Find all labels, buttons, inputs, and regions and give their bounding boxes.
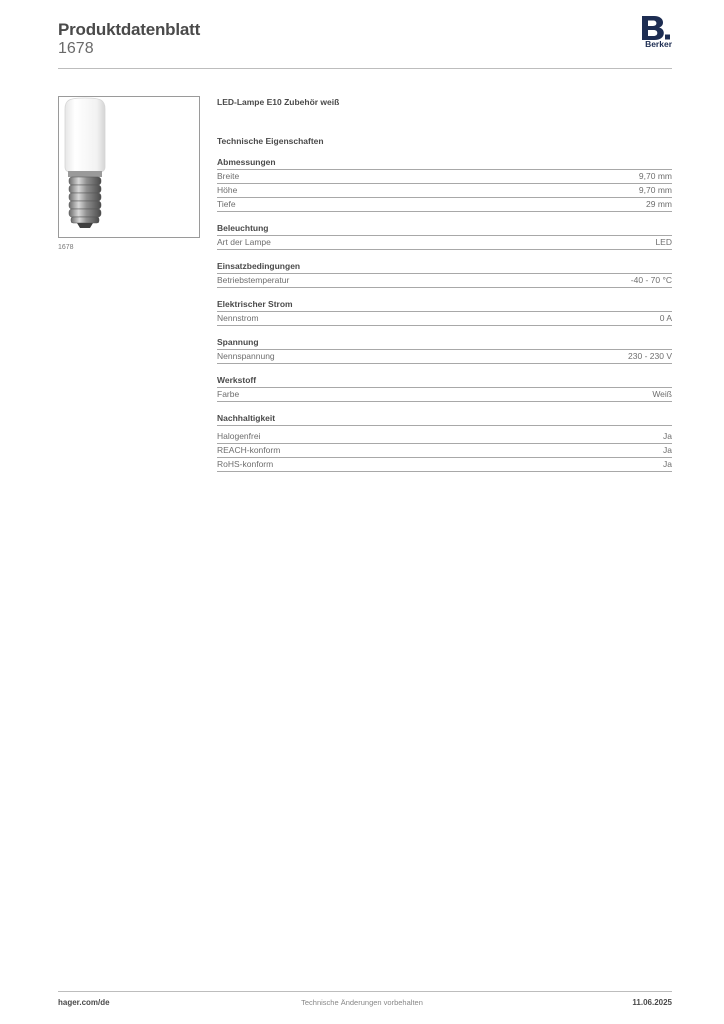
- article-number: 1678: [58, 40, 94, 57]
- spec-row: [217, 170, 672, 184]
- header-divider: [58, 68, 672, 69]
- spec-label: Nennstrom: [217, 313, 259, 323]
- led-lamp-icon: [59, 97, 199, 237]
- spec-label: Breite: [217, 171, 240, 181]
- logo-text: Berker: [645, 39, 672, 49]
- spec-label: Nennspannung: [217, 351, 275, 361]
- section-heading: Technische Eigenschaften: [217, 136, 324, 146]
- spec-row: [217, 236, 672, 250]
- spec-value: Weiß: [652, 389, 672, 399]
- spec-group-beleuchtung: [217, 222, 672, 250]
- spec-value: -40 - 70 °C: [630, 275, 672, 285]
- spec-row: [217, 388, 672, 402]
- spec-row: [217, 184, 672, 198]
- spec-value: 0 A: [659, 313, 672, 323]
- spec-row: [217, 274, 672, 288]
- berker-logo: [636, 15, 672, 55]
- spec-row: [217, 458, 672, 472]
- image-caption: 1678: [58, 244, 74, 251]
- page-title: Produktdatenblatt: [58, 20, 201, 39]
- group-title: Elektrischer Strom: [217, 298, 672, 312]
- group-title: Einsatzbedingungen: [217, 260, 672, 274]
- spec-group-nachhaltigkeit: [217, 412, 672, 472]
- spec-label: Halogenfrei: [217, 431, 261, 441]
- product-name: LED-Lampe E10 Zubehör weiß: [217, 97, 340, 107]
- footer-date: 11.06.2025: [632, 998, 672, 1007]
- spec-group-einsatzbedingungen: [217, 260, 672, 288]
- spec-row: [217, 198, 672, 212]
- spec-label: REACH-konform: [217, 445, 281, 455]
- footer-note: Technische Änderungen vorbehalten: [301, 998, 423, 1007]
- berker-b-logo-icon: [636, 15, 672, 41]
- spec-value: 230 - 230 V: [628, 351, 672, 361]
- spec-row: [217, 350, 672, 364]
- spec-label: Höhe: [217, 185, 238, 195]
- footer-website-link[interactable]: hager.com/de: [58, 998, 110, 1007]
- spec-value: LED: [655, 237, 672, 247]
- group-title: Abmessungen: [217, 156, 672, 170]
- spec-group-abmessungen: [217, 156, 672, 212]
- spec-group-elektrischer-strom: [217, 298, 672, 326]
- spec-row: [217, 312, 672, 326]
- spec-label: Betriebstemperatur: [217, 275, 290, 285]
- spec-value: 9,70 mm: [638, 185, 672, 195]
- product-image: [58, 96, 200, 238]
- group-title: Beleuchtung: [217, 222, 672, 236]
- spec-table: [217, 96, 672, 472]
- page-header: [58, 20, 672, 68]
- spec-row: [217, 430, 672, 444]
- spec-value: Ja: [663, 445, 672, 455]
- group-title: Spannung: [217, 336, 672, 350]
- spec-value: 29 mm: [646, 199, 672, 209]
- group-title: Nachhaltigkeit: [217, 412, 672, 426]
- spec-value: 9,70 mm: [638, 171, 672, 181]
- spec-label: RoHS-konform: [217, 459, 274, 469]
- spec-value: Ja: [663, 459, 672, 469]
- spec-group-spannung: [217, 336, 672, 364]
- group-title: Werkstoff: [217, 374, 672, 388]
- spec-label: Art der Lampe: [217, 237, 271, 247]
- spec-value: Ja: [663, 431, 672, 441]
- spec-group-werkstoff: [217, 374, 672, 402]
- footer-divider: [58, 991, 672, 992]
- spec-label: Farbe: [217, 389, 240, 399]
- spec-label: Tiefe: [217, 199, 236, 209]
- spec-row: [217, 444, 672, 458]
